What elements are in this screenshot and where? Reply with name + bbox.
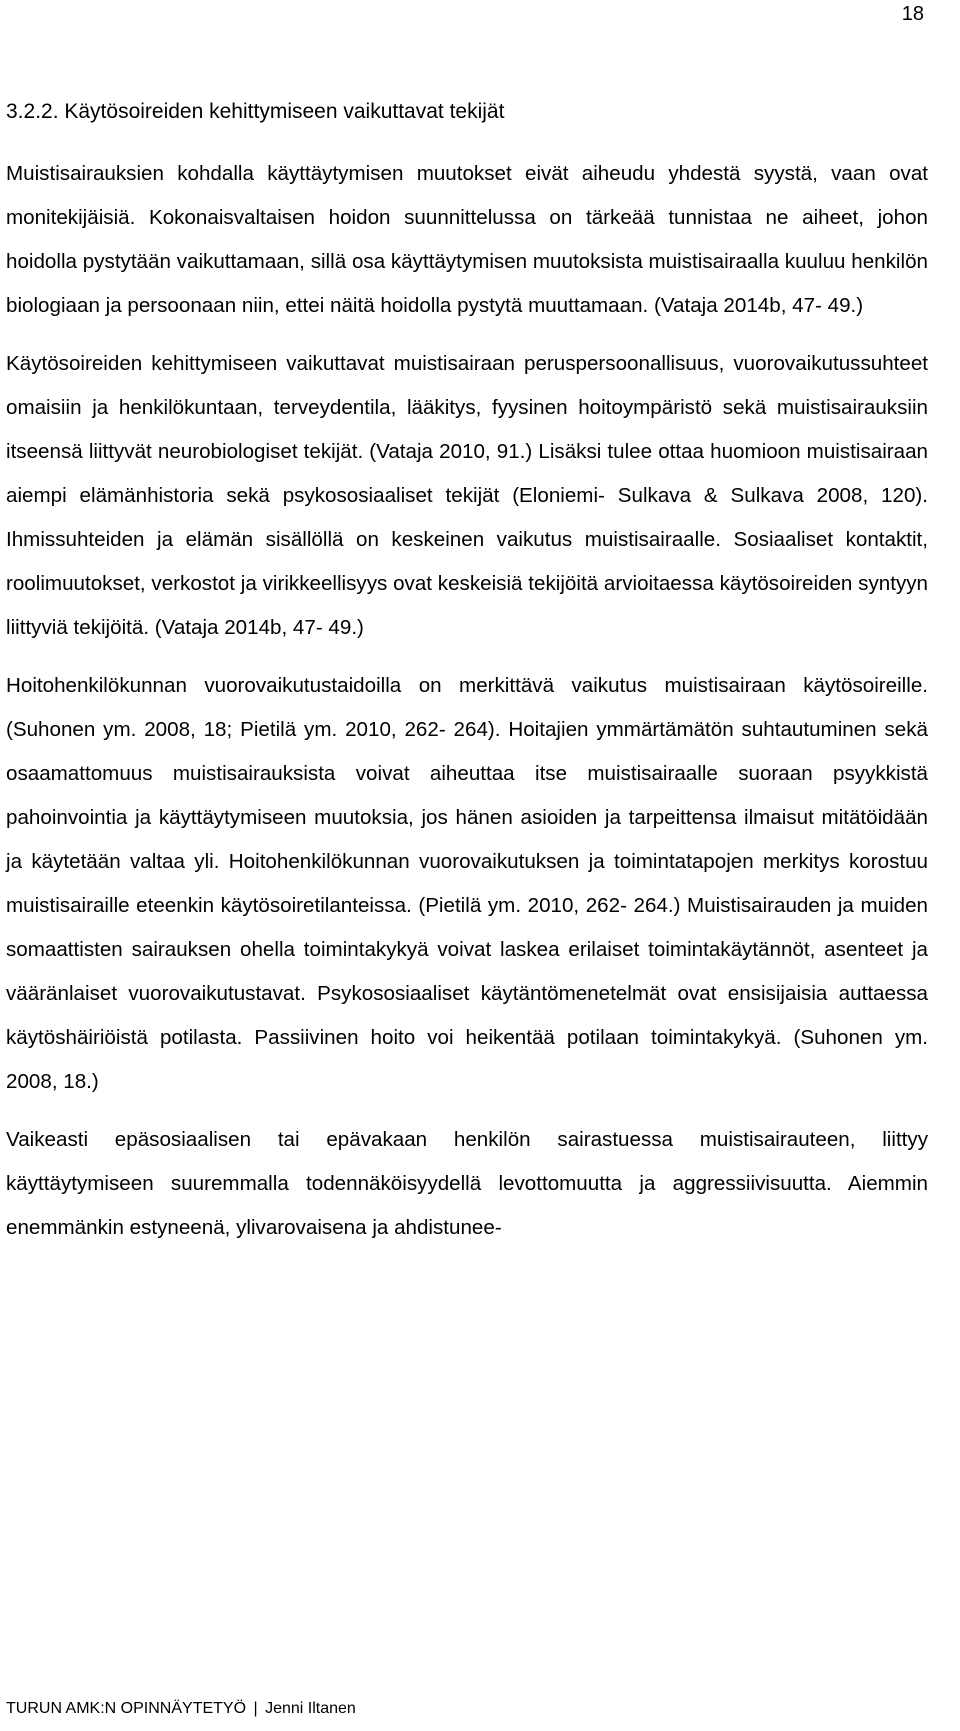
page-number: 18 <box>901 3 924 25</box>
page-content <box>6 98 928 1264</box>
footer-author: Jenni Iltanen <box>265 1700 356 1717</box>
section-heading: 3.2.2. Käytösoireiden kehittymiseen vaikuttavat tekijät <box>6 100 505 123</box>
footer-institution: TURUN AMK:N OPINNÄYTETYÖ <box>6 1700 247 1717</box>
footer-separator: | <box>253 1700 258 1717</box>
page-footer <box>6 1699 356 1719</box>
paragraph-2: Käytösoireiden kehittymiseen vaikuttavat muistisairaan peruspersoonallisuus, vuorovaikutussuhteet omaisiin ja henkilökuntaan, terveydentila, lääkitys, fyysinen hoitoympäristö sekä muistisairauksiin itseensä liittyvät neurobiologiset tekijät. (Vataja 2010, 91.) Lisäksi tulee ottaa huomioon muistisairaan aiempi elämänhistoria sekä psykososiaaliset tekijät (Eloniemi- Sulkava & Sulkava 2008, 120). Ihmissuhteiden ja elämän sisällöllä on keskeinen vaikutus muistisairaalle. Sosiaaliset kontaktit, roolimuutokset, verkostot ja virikkeellisyys ovat keskeisiä tekijöitä arvioitaessa käytösoireiden syntyyn liittyviä tekijöitä. (Vataja 2014b, 47- 49.) <box>6 352 928 639</box>
paragraph-4: Vaikeasti epäsosiaalisen tai epävakaan henkilön sairastuessa muistisairauteen, liittyy käyttäytymiseen suuremmalla todennäköisyydellä levottomuutta ja aggressiivisuutta. Aiemmin enemmänkin estyneenä, ylivarovaisena ja ahdistunee- <box>6 1128 928 1239</box>
paragraph-3: Hoitohenkilökunnan vuorovaikutustaidoilla on merkittävä vaikutus muistisairaan käytösoireille. (Suhonen ym. 2008, 18; Pietilä ym. 2010, 262- 264). Hoitajien ymmärtämätön suhtautuminen sekä osaamattomuus muistisairauksista voivat aiheuttaa itse muistisairaalle suoraan psyykkistä pahoinvointia ja käyttäytymiseen muutoksia, jos hänen asioiden ja tarpeittensa ilmaisut mitätöidään ja käytetään valtaa yli. Hoitohenkilökunnan vuorovaikutuksen ja toimintatapojen merkitys korostuu muistisairaille eteenkin käytösoiretilanteissa. (Pietilä ym. 2010, 262- 264.) Muistisairauden ja muiden somaattisten sairauksen ohella toimintakykyä voivat laskea erilaiset toimintakäytännöt, asenteet ja vääränlaiset vuorovaikutustavat. Psykososiaaliset käytäntömenetelmät ovat ensisijaisia auttaessa käytöshäiriöistä potilasta. Passiivinen hoito voi heikentää potilaan toimintakykyä. (Suhonen ym. 2008, 18.) <box>6 674 928 1093</box>
paragraph-1: Muistisairauksien kohdalla käyttäytymisen muutokset eivät aiheudu yhdestä syystä, vaan ovat monitekijäisiä. Kokonaisvaltaisen hoidon suunnittelussa on tärkeää tunnistaa ne aiheet, johon hoidolla pystytään vaikuttamaan, sillä osa käyttäytymisen muutoksista muistisairaalla kuuluu henkilön biologiaan ja persoonaan niin, ettei näitä hoidolla pystytä muuttamaan. (Vataja 2014b, 47- 49.) <box>6 162 928 317</box>
